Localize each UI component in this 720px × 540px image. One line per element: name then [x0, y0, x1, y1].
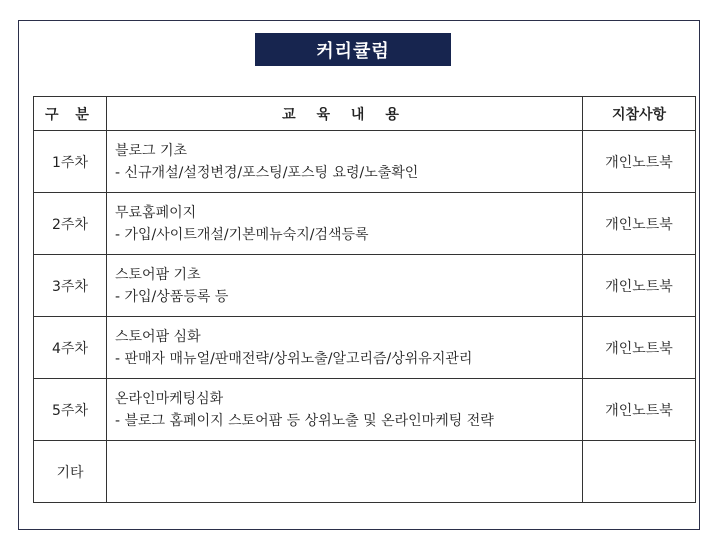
row-content — [107, 441, 583, 503]
row-note: 개인노트북 — [583, 255, 696, 317]
row-week: 4주차 — [34, 317, 107, 379]
table-row — [34, 317, 696, 379]
row-topic: 블로그 기초 — [115, 142, 188, 159]
row-week: 3주차 — [34, 255, 107, 317]
row-note: 개인노트북 — [583, 131, 696, 193]
row-week: 기타 — [34, 441, 107, 503]
table-row — [34, 441, 696, 503]
header-content: 교 육 내 용 — [107, 97, 583, 131]
row-detail: - 판매자 매뉴얼/판매전략/상위노출/알고리즘/상위유지관리 — [115, 350, 473, 367]
header-week: 구 분 — [34, 97, 107, 131]
row-content — [107, 131, 583, 193]
table-header-row — [34, 97, 696, 131]
table-row — [34, 379, 696, 441]
row-content — [107, 379, 583, 441]
row-detail: - 가입/상품등록 등 — [115, 288, 229, 305]
row-content — [107, 317, 583, 379]
row-topic: 스토어팜 심화 — [115, 328, 201, 345]
row-content — [107, 255, 583, 317]
curriculum-table — [33, 96, 696, 503]
row-week: 2주차 — [34, 193, 107, 255]
row-note: 개인노트북 — [583, 317, 696, 379]
row-topic: 스토어팜 기초 — [115, 266, 201, 283]
header-note: 지참사항 — [583, 97, 696, 131]
row-detail: - 블로그 홈페이지 스토어팜 등 상위노출 및 온라인마케팅 전략 — [115, 412, 494, 429]
row-week: 5주차 — [34, 379, 107, 441]
row-note — [583, 441, 696, 503]
table-row — [34, 193, 696, 255]
page-title: 커리큘럼 — [255, 33, 451, 66]
row-detail: - 가입/사이트개설/기본메뉴숙지/검색등록 — [115, 226, 369, 243]
row-topic: 온라인마케팅심화 — [115, 390, 224, 407]
row-note: 개인노트북 — [583, 379, 696, 441]
table-row — [34, 255, 696, 317]
table-row — [34, 131, 696, 193]
row-detail: - 신규개설/설정변경/포스팅/포스팅 요령/노출확인 — [115, 164, 419, 181]
row-note: 개인노트북 — [583, 193, 696, 255]
row-week: 1주차 — [34, 131, 107, 193]
row-topic: 무료홈페이지 — [115, 204, 197, 221]
row-content — [107, 193, 583, 255]
